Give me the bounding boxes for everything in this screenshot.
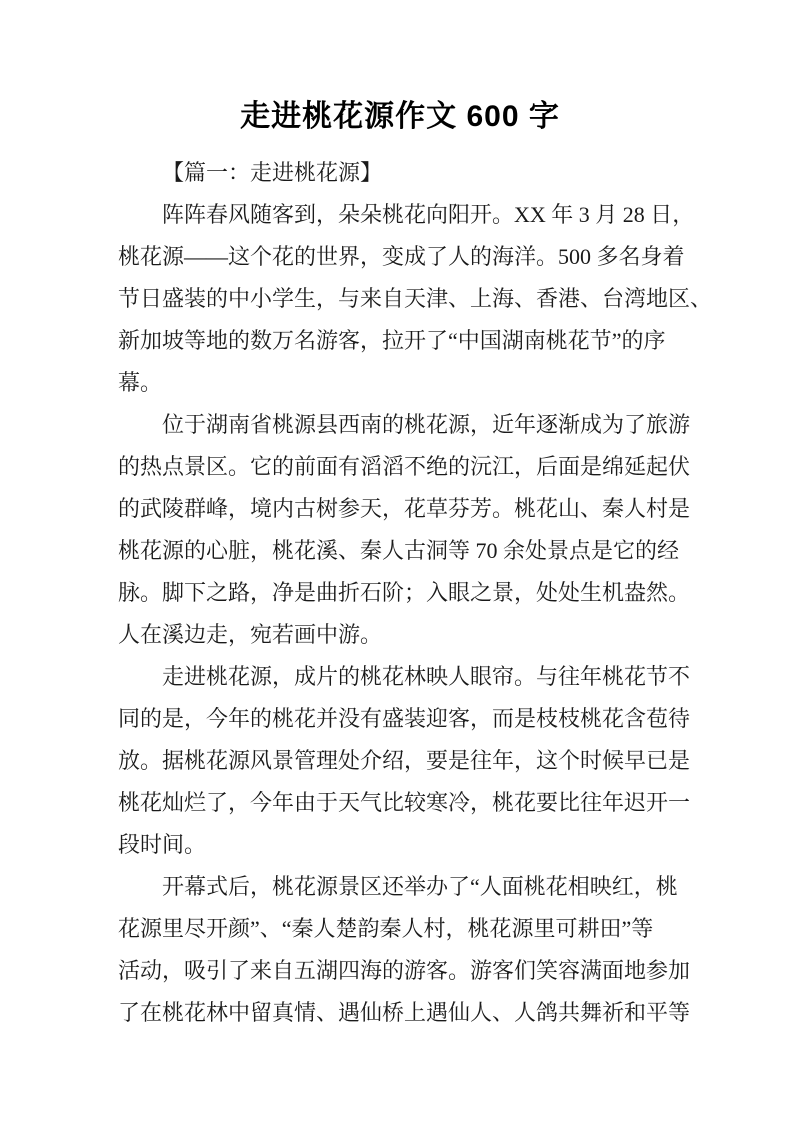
section-heading: 【篇一：走进桃花源】 [162, 160, 383, 185]
paragraph-line: 脉。脚下之路，净是曲折石阶；入眼之景，处处生机盎然。 [118, 580, 691, 605]
paragraph-line: 同的是，今年的桃花并没有盛装迎客，而是枝枝桃花含苞待 [118, 706, 691, 731]
paragraph-line: 了在桃花林中留真情、遇仙桥上遇仙人、人鸽共舞祈和平等 [118, 1000, 691, 1025]
document-body [118, 152, 713, 1034]
paragraph-line: 人在溪边走，宛若画中游。 [118, 622, 383, 647]
paragraph-line: 幕。 [118, 370, 163, 395]
document-title: 走进桃花源作文 600 字 [240, 100, 560, 133]
paragraph-line: 花源里尽开颜”、“秦人楚韵秦人村，桃花源里可耕田”等 [118, 916, 654, 941]
paragraph-line: 桃花灿烂了，今年由于天气比较寒冷，桃花要比往年迟开一 [118, 790, 691, 815]
paragraph-line: 新加坡等地的数万名游客，拉开了“中国湖南桃花节”的序 [118, 328, 666, 353]
paragraph [118, 866, 690, 1034]
paragraph-line: 桃花源的心脏，桃花溪、秦人古洞等 70 余处景点是它的经 [118, 538, 680, 563]
paragraphs-container [118, 194, 713, 1034]
paragraph-line: 开幕式后，桃花源景区还举办了“人面桃花相映红，桃 [162, 874, 678, 899]
paragraph [118, 194, 713, 404]
paragraph-line: 桃花源——这个花的世界，变成了人的海洋。500 多名身着 [118, 244, 685, 269]
paragraph-line: 节日盛装的中小学生，与来自天津、上海、香港、台湾地区、 [118, 286, 713, 311]
paragraph-line: 放。据桃花源风景管理处介绍，要是往年，这个时候早已是 [118, 748, 691, 773]
paragraph-line: 段时间。 [118, 832, 207, 857]
paragraph-line: 阵阵春风随客到，朵朵桃花向阳开。XX 年 3 月 28 日， [162, 202, 695, 227]
paragraph-line: 的武陵群峰，境内古树参天，花草芬芳。桃花山、秦人村是 [118, 496, 691, 521]
paragraph-line: 的热点景区。它的前面有滔滔不绝的沅江，后面是绵延起伏 [118, 454, 691, 479]
paragraph [118, 404, 690, 656]
paragraph-line: 走进桃花源，成片的桃花林映人眼帘。与往年桃花节不 [162, 664, 691, 689]
paragraph-line: 活动，吸引了来自五湖四海的游客。游客们笑容满面地参加 [118, 958, 691, 983]
paragraph-line: 位于湖南省桃源县西南的桃花源，近年逐渐成为了旅游 [162, 412, 691, 437]
paragraph [118, 656, 690, 866]
